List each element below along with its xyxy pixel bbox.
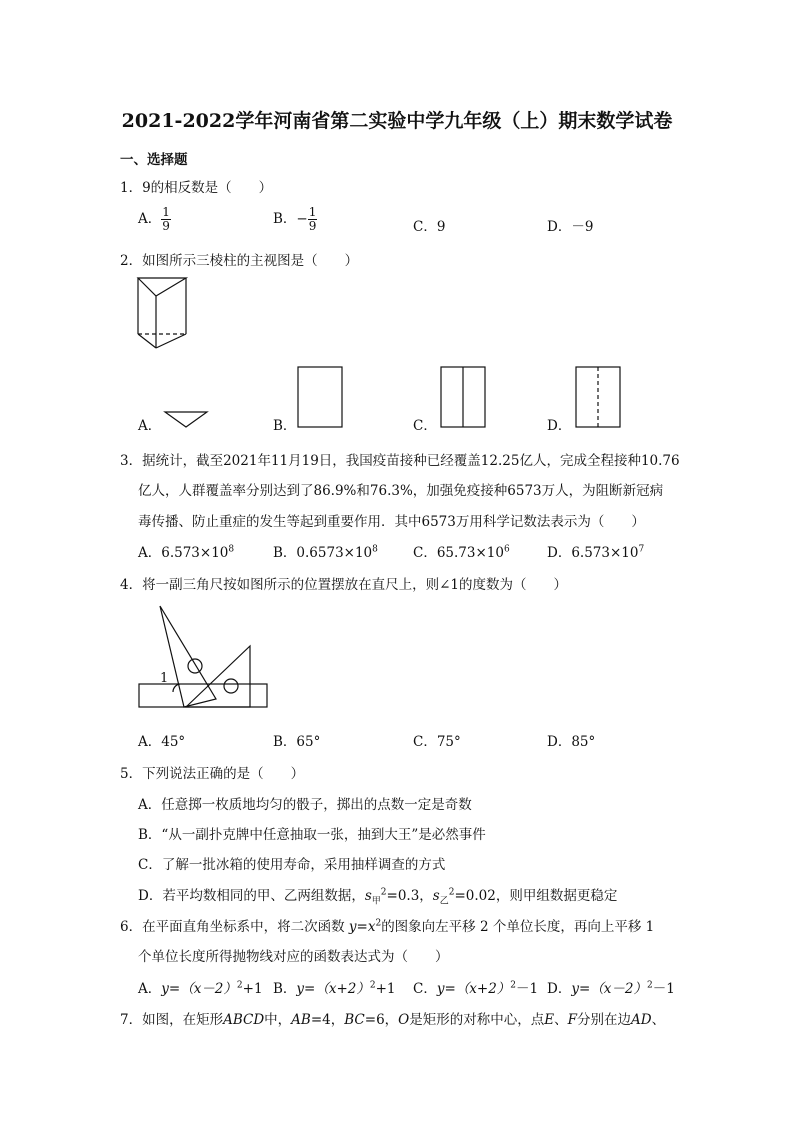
q6-option-c[interactable]: C．$y=(x+2)^2-1$ — [413, 980, 539, 997]
q2-option-d[interactable]: D． — [547, 418, 572, 434]
page-title: 2021-2022学年河南省第二实验中学九年级（上）期末数学试卷 — [121, 110, 673, 132]
q6-line-1: 6．在平面直角坐标系中，将二次函数 $y=x^2$的图象向左平移 2 个单位长度，再向上平移 1 — [120, 918, 655, 935]
section-heading: 一、选择题 — [120, 152, 188, 168]
q1-option-a[interactable]: A． $\frac{1}{9}$ — [138, 205, 170, 233]
q7-line-1: 7．如图，在矩形ABCD中，AB=4，BC=6，O是矩形的对称中心，点E、F分别在边AD、 — [120, 1012, 666, 1028]
q5-option-d[interactable]: D．若平均数相同的甲、乙两组数据，$s_甲^2=0.3$，$s_乙^2=0.02$，则甲组数据更稳定 — [138, 887, 618, 907]
q3-option-a[interactable]: A．$6.573\times 10^8$ — [138, 544, 235, 561]
q2-option-a[interactable]: A． — [138, 418, 162, 434]
q6-option-a[interactable]: A．$y=(x-2)^2+1$ — [138, 980, 263, 997]
q3-line-3: 毒传播、防止重症的发生等起到重要作用．其中6573万用科学记数法表示为（ ） — [138, 514, 645, 530]
q1-option-c[interactable]: C．9 — [413, 219, 446, 235]
q4-option-b[interactable]: B．65° — [273, 734, 321, 750]
q5-option-a[interactable]: A．任意掷一枚质地均匀的骰子，掷出的点数一定是奇数 — [138, 797, 472, 813]
option-b-rectangle-figure — [297, 366, 345, 430]
q3-option-d[interactable]: D．$6.573\times 10^7$ — [547, 544, 645, 561]
option-a-triangle-figure — [164, 411, 210, 431]
q2-stem: 2．如图所示三棱柱的主视图是（ ） — [120, 253, 359, 269]
angle-1-label: 1 — [160, 671, 169, 686]
q4-option-a[interactable]: A．45° — [138, 734, 186, 750]
q3-line-1: 3．据统计，截至2021年11月19日，我国疫苗接种已经覆盖12.25亿人，完成全程接种10.76 — [120, 453, 680, 469]
q3-option-c[interactable]: C．$65.73\times 10^6$ — [413, 544, 510, 561]
q1-option-d[interactable]: D．－9 — [547, 219, 594, 235]
q4-option-c[interactable]: C．75° — [413, 734, 461, 750]
q5-option-c[interactable]: C．了解一批冰箱的使用寿命，采用抽样调查的方式 — [138, 857, 446, 873]
q6-option-b[interactable]: B．$y=(x+2)^2+1$ — [273, 980, 396, 997]
q1-option-b[interactable]: B．− $\frac{1}{9}$ — [273, 205, 317, 233]
q4-stem: 4．将一副三角尺按如图所示的位置摆放在直尺上，则∠1的度数为（ ） — [120, 577, 567, 593]
q2-option-c[interactable]: C． — [413, 418, 437, 434]
q5-stem: 5．下列说法正确的是（ ） — [120, 766, 305, 782]
q6-line-2: 个单位长度所得抛物线对应的函数表达式为（ ） — [138, 949, 449, 965]
set-squares-on-ruler-figure — [138, 604, 270, 710]
triangular-prism-figure — [136, 276, 196, 356]
q5-option-b[interactable]: B．“从一副扑克牌中任意抽取一张，抽到大王”是必然事件 — [138, 827, 486, 843]
option-d-rectangle-dashed-line-figure — [575, 366, 623, 430]
q3-option-b[interactable]: B．$0.6573\times 10^8$ — [273, 544, 378, 561]
option-c-rectangle-solid-line-figure — [440, 366, 488, 430]
q1-stem: 1．9的相反数是（ ） — [120, 180, 273, 196]
q3-line-2: 亿人，人群覆盖率分别达到了86.9%和76.3%，加强免疫接种6573万人，为阻断新冠病 — [138, 483, 664, 499]
q6-option-d[interactable]: D．$y=(x-2)^2-1$ — [547, 980, 675, 997]
q2-option-b[interactable]: B． — [273, 418, 297, 434]
q4-option-d[interactable]: D．85° — [547, 734, 596, 750]
